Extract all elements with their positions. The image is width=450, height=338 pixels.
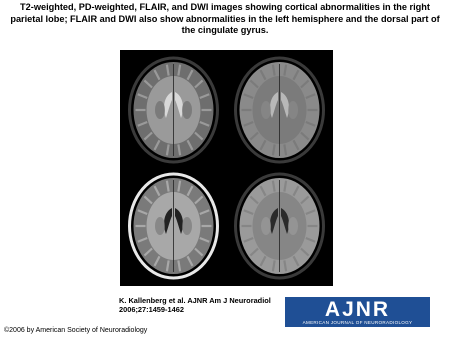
mri-panel-t2: [122, 52, 225, 168]
mri-panel-pd: [228, 52, 331, 168]
mri-figure: [120, 50, 333, 286]
logo-text: AJNR: [324, 298, 391, 321]
logo-subtitle: AMERICAN JOURNAL OF NEURORADIOLOGY: [302, 320, 413, 325]
journal-logo: [285, 297, 430, 327]
copyright: ©2006 by American Society of Neuroradiology: [4, 327, 148, 334]
citation: K. Kallenberg et al. AJNR Am J Neuroradiol 2006;27:1459-1462: [119, 296, 271, 314]
mri-panel-flair: [122, 168, 225, 284]
slide-title: T2-weighted, PD-weighted, FLAIR, and DWI images showing cortical abnormalities in the right parietal lobe; FLAIR and DWI also show abnormalities in the left hemisphere and the dorsal part of the cingulate gyrus.: [10, 2, 440, 35]
mri-panel-dwi: [228, 168, 331, 284]
